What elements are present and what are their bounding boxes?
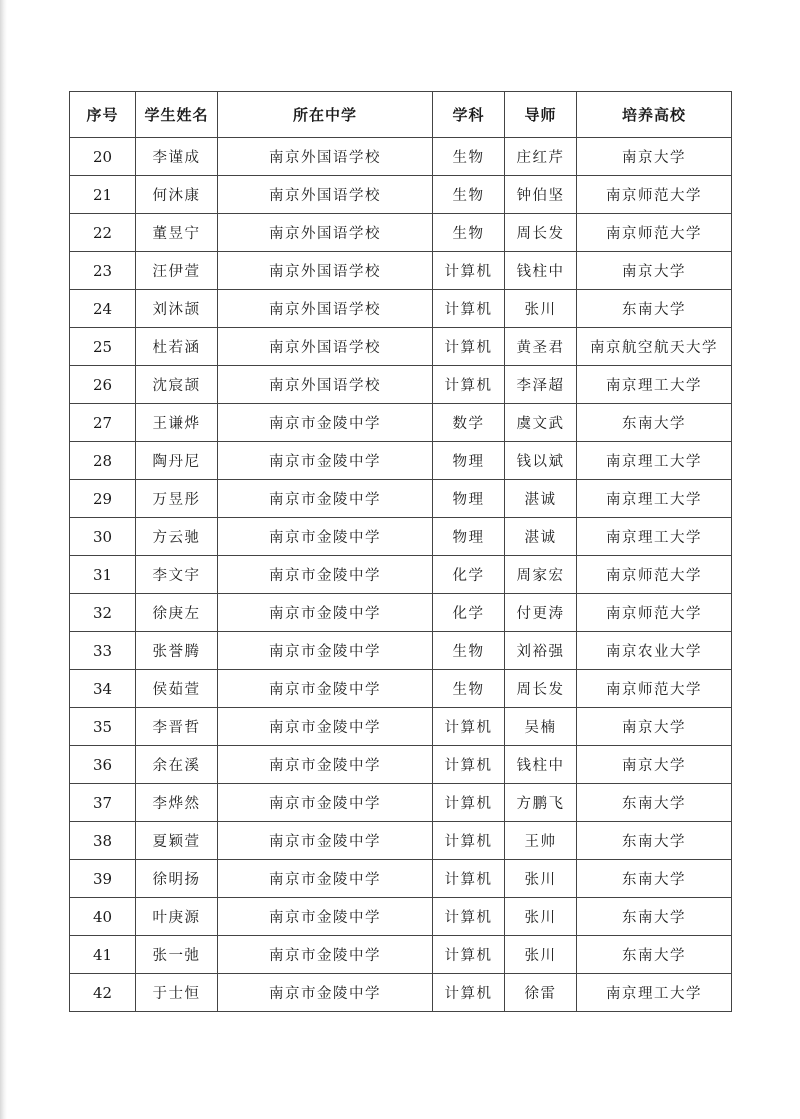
cell-subject: 物理	[433, 442, 505, 480]
cell-subject: 计算机	[433, 708, 505, 746]
cell-mentor: 湛诚	[505, 518, 577, 556]
cell-subject: 计算机	[433, 328, 505, 366]
page-edge-shadow	[0, 0, 7, 1119]
cell-student-name: 陶丹尼	[136, 442, 218, 480]
cell-high-school: 南京市金陵中学	[218, 404, 433, 442]
cell-university: 南京师范大学	[577, 556, 732, 594]
table-row	[70, 138, 732, 176]
cell-high-school: 南京市金陵中学	[218, 746, 433, 784]
cell-high-school: 南京市金陵中学	[218, 518, 433, 556]
cell-mentor: 吴楠	[505, 708, 577, 746]
cell-student-name: 董昱宁	[136, 214, 218, 252]
table-row	[70, 366, 732, 404]
cell-seq: 21	[70, 176, 136, 214]
cell-university: 南京理工大学	[577, 480, 732, 518]
table-row	[70, 898, 732, 936]
cell-mentor: 钱柱中	[505, 746, 577, 784]
cell-high-school: 南京外国语学校	[218, 366, 433, 404]
cell-seq: 24	[70, 290, 136, 328]
cell-mentor: 庄红芹	[505, 138, 577, 176]
cell-subject: 计算机	[433, 974, 505, 1012]
cell-university: 南京大学	[577, 708, 732, 746]
cell-university: 东南大学	[577, 822, 732, 860]
table-row	[70, 936, 732, 974]
cell-mentor: 付更涛	[505, 594, 577, 632]
cell-university: 南京师范大学	[577, 176, 732, 214]
cell-student-name: 万昱彤	[136, 480, 218, 518]
cell-subject: 计算机	[433, 746, 505, 784]
cell-seq: 32	[70, 594, 136, 632]
cell-subject: 数学	[433, 404, 505, 442]
cell-student-name: 李文宇	[136, 556, 218, 594]
cell-high-school: 南京外国语学校	[218, 290, 433, 328]
cell-high-school: 南京市金陵中学	[218, 784, 433, 822]
cell-student-name: 李烨然	[136, 784, 218, 822]
cell-mentor: 钱柱中	[505, 252, 577, 290]
cell-seq: 22	[70, 214, 136, 252]
header-high-school: 所在中学	[218, 92, 433, 138]
table-row	[70, 290, 732, 328]
cell-subject: 计算机	[433, 252, 505, 290]
cell-high-school: 南京市金陵中学	[218, 670, 433, 708]
cell-high-school: 南京市金陵中学	[218, 480, 433, 518]
table-row	[70, 784, 732, 822]
cell-subject: 生物	[433, 176, 505, 214]
cell-university: 南京理工大学	[577, 366, 732, 404]
cell-student-name: 余在溪	[136, 746, 218, 784]
cell-student-name: 李谨成	[136, 138, 218, 176]
cell-university: 东南大学	[577, 404, 732, 442]
cell-seq: 28	[70, 442, 136, 480]
cell-student-name: 杜若涵	[136, 328, 218, 366]
cell-subject: 计算机	[433, 822, 505, 860]
cell-student-name: 李晋哲	[136, 708, 218, 746]
cell-university: 东南大学	[577, 290, 732, 328]
cell-high-school: 南京外国语学校	[218, 214, 433, 252]
cell-high-school: 南京市金陵中学	[218, 442, 433, 480]
cell-high-school: 南京市金陵中学	[218, 974, 433, 1012]
cell-student-name: 叶庚源	[136, 898, 218, 936]
cell-seq: 42	[70, 974, 136, 1012]
cell-university: 南京农业大学	[577, 632, 732, 670]
cell-subject: 计算机	[433, 290, 505, 328]
cell-mentor: 张川	[505, 290, 577, 328]
cell-student-name: 于士恒	[136, 974, 218, 1012]
cell-mentor: 钟伯坚	[505, 176, 577, 214]
cell-seq: 35	[70, 708, 136, 746]
cell-university: 南京师范大学	[577, 594, 732, 632]
header-subject: 学科	[433, 92, 505, 138]
cell-mentor: 方鹏飞	[505, 784, 577, 822]
cell-student-name: 方云驰	[136, 518, 218, 556]
cell-high-school: 南京市金陵中学	[218, 898, 433, 936]
cell-seq: 34	[70, 670, 136, 708]
cell-mentor: 张川	[505, 860, 577, 898]
cell-university: 南京理工大学	[577, 518, 732, 556]
table-header	[70, 92, 732, 138]
cell-university: 南京大学	[577, 252, 732, 290]
table-body	[70, 138, 732, 1012]
cell-subject: 生物	[433, 138, 505, 176]
cell-subject: 化学	[433, 594, 505, 632]
cell-seq: 20	[70, 138, 136, 176]
cell-seq: 25	[70, 328, 136, 366]
header-row	[70, 92, 732, 138]
header-seq: 序号	[70, 92, 136, 138]
cell-student-name: 何沐康	[136, 176, 218, 214]
table-row	[70, 746, 732, 784]
cell-student-name: 侯茹萱	[136, 670, 218, 708]
cell-university: 南京航空航天大学	[577, 328, 732, 366]
header-university: 培养高校	[577, 92, 732, 138]
cell-mentor: 湛诚	[505, 480, 577, 518]
cell-subject: 化学	[433, 556, 505, 594]
cell-seq: 39	[70, 860, 136, 898]
cell-subject: 物理	[433, 480, 505, 518]
cell-subject: 生物	[433, 214, 505, 252]
cell-subject: 生物	[433, 632, 505, 670]
table-row	[70, 176, 732, 214]
table-row	[70, 594, 732, 632]
table-row	[70, 632, 732, 670]
table-row	[70, 442, 732, 480]
cell-university: 南京理工大学	[577, 442, 732, 480]
cell-subject: 计算机	[433, 936, 505, 974]
cell-student-name: 刘沐颉	[136, 290, 218, 328]
table-row	[70, 708, 732, 746]
cell-high-school: 南京外国语学校	[218, 138, 433, 176]
cell-mentor: 周家宏	[505, 556, 577, 594]
cell-university: 东南大学	[577, 860, 732, 898]
table-row	[70, 518, 732, 556]
cell-high-school: 南京市金陵中学	[218, 936, 433, 974]
cell-high-school: 南京外国语学校	[218, 252, 433, 290]
cell-student-name: 夏颖萱	[136, 822, 218, 860]
table-row	[70, 214, 732, 252]
table-row	[70, 556, 732, 594]
cell-seq: 37	[70, 784, 136, 822]
cell-mentor: 李泽超	[505, 366, 577, 404]
cell-seq: 23	[70, 252, 136, 290]
cell-high-school: 南京市金陵中学	[218, 632, 433, 670]
cell-seq: 30	[70, 518, 136, 556]
cell-high-school: 南京外国语学校	[218, 176, 433, 214]
table-row	[70, 860, 732, 898]
cell-high-school: 南京市金陵中学	[218, 556, 433, 594]
cell-university: 东南大学	[577, 898, 732, 936]
cell-high-school: 南京市金陵中学	[218, 860, 433, 898]
cell-student-name: 张誉腾	[136, 632, 218, 670]
cell-high-school: 南京市金陵中学	[218, 822, 433, 860]
cell-student-name: 徐明扬	[136, 860, 218, 898]
table-row	[70, 404, 732, 442]
cell-mentor: 王帅	[505, 822, 577, 860]
cell-subject: 生物	[433, 670, 505, 708]
table-row	[70, 252, 732, 290]
cell-mentor: 虞文武	[505, 404, 577, 442]
cell-seq: 29	[70, 480, 136, 518]
cell-high-school: 南京市金陵中学	[218, 708, 433, 746]
cell-mentor: 周长发	[505, 670, 577, 708]
table-row	[70, 974, 732, 1012]
cell-seq: 36	[70, 746, 136, 784]
cell-subject: 计算机	[433, 898, 505, 936]
cell-student-name: 汪伊萱	[136, 252, 218, 290]
cell-subject: 物理	[433, 518, 505, 556]
cell-high-school: 南京市金陵中学	[218, 594, 433, 632]
cell-mentor: 周长发	[505, 214, 577, 252]
table-row	[70, 480, 732, 518]
header-mentor: 导师	[505, 92, 577, 138]
cell-university: 南京师范大学	[577, 670, 732, 708]
cell-university: 南京大学	[577, 138, 732, 176]
cell-subject: 计算机	[433, 860, 505, 898]
cell-mentor: 张川	[505, 936, 577, 974]
cell-university: 东南大学	[577, 936, 732, 974]
cell-seq: 38	[70, 822, 136, 860]
cell-student-name: 徐庚左	[136, 594, 218, 632]
cell-seq: 41	[70, 936, 136, 974]
cell-mentor: 刘裕强	[505, 632, 577, 670]
cell-mentor: 黄圣君	[505, 328, 577, 366]
cell-seq: 27	[70, 404, 136, 442]
cell-seq: 26	[70, 366, 136, 404]
cell-subject: 计算机	[433, 784, 505, 822]
cell-university: 南京大学	[577, 746, 732, 784]
cell-mentor: 徐雷	[505, 974, 577, 1012]
cell-mentor: 钱以斌	[505, 442, 577, 480]
table-row	[70, 670, 732, 708]
cell-seq: 31	[70, 556, 136, 594]
cell-high-school: 南京外国语学校	[218, 328, 433, 366]
cell-student-name: 沈宸颉	[136, 366, 218, 404]
student-roster-table	[69, 91, 732, 1012]
cell-student-name: 王谦烨	[136, 404, 218, 442]
cell-seq: 40	[70, 898, 136, 936]
table-row	[70, 822, 732, 860]
cell-seq: 33	[70, 632, 136, 670]
cell-mentor: 张川	[505, 898, 577, 936]
cell-university: 南京师范大学	[577, 214, 732, 252]
cell-university: 南京理工大学	[577, 974, 732, 1012]
table-row	[70, 328, 732, 366]
header-student-name: 学生姓名	[136, 92, 218, 138]
cell-student-name: 张一弛	[136, 936, 218, 974]
cell-subject: 计算机	[433, 366, 505, 404]
cell-university: 东南大学	[577, 784, 732, 822]
